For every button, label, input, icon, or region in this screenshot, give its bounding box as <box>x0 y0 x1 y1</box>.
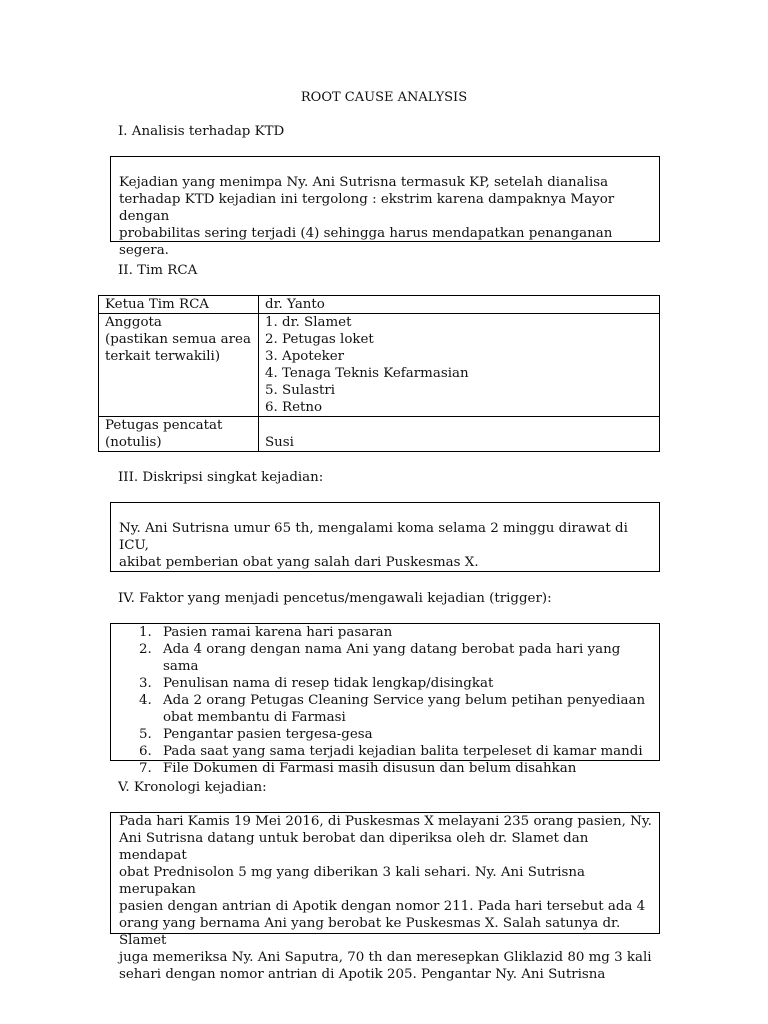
list-item <box>111 641 659 675</box>
chronology-line: juga memeriksa Ny. Ani Saputra, 70 th dan meresepkan Gliklazid 80 mg 3 kali <box>119 950 652 965</box>
chronology-line: Pada hari Kamis 19 Mei 2016, di Puskesmas X melayani 235 orang pasien, Ny. <box>119 814 652 829</box>
member-item: 6. Retno <box>265 400 323 415</box>
chronology-line: Ani Sutrisna datang untuk berobat dan diperiksa oleh dr. Slamet dan mendapat <box>119 831 589 863</box>
list-item-number: 7. <box>139 761 152 776</box>
chronology-line: pasien dengan antrian di Apotik dengan nomor 211. Pada hari tersebut ada 4 <box>119 899 646 914</box>
incident-description-box <box>110 502 660 572</box>
ktd-analysis-box <box>110 156 660 258</box>
list-item <box>111 726 659 743</box>
list-item-text: obat membantu di Farmasi <box>163 710 346 725</box>
anggota-label-line: (pastikan semua area <box>105 332 251 347</box>
list-item-text: Ada 2 orang Petugas Cleaning Service yang belum petihan penyediaan <box>163 693 646 708</box>
chronology-line: orang yang bernama Ani yang berobat ke Puskesmas X. Salah satunya dr. Slamet <box>119 916 621 948</box>
list-item-text: Pengantar pasien tergesa-gesa <box>163 727 373 742</box>
rca-team-table <box>98 295 660 452</box>
list-item <box>111 624 659 641</box>
list-item-number: 5. <box>139 727 152 742</box>
list-item-number: 2. <box>139 642 152 657</box>
ketua-value: dr. Yanto <box>259 296 660 314</box>
trigger-list <box>111 624 659 777</box>
list-item-number: 4. <box>139 693 152 708</box>
ktd-analysis-line: probabilitas sering terjadi (4) sehingga harus mendapatkan penanganan segera. <box>119 226 613 258</box>
incident-description-line: akibat pemberian obat yang salah dari Puskesmas X. <box>119 555 479 570</box>
list-item <box>111 743 659 760</box>
anggota-label-line: Anggota <box>105 315 162 330</box>
member-item: 1. dr. Slamet <box>265 315 352 330</box>
member-item: 5. Sulastri <box>265 383 336 398</box>
member-item: 3. Apoteker <box>265 349 345 364</box>
list-item-number: 1. <box>139 625 152 640</box>
section-2-heading: II. Tim RCA <box>118 263 198 278</box>
list-item-number: 6. <box>139 744 152 759</box>
member-item: 2. Petugas loket <box>265 332 374 347</box>
notulis-label <box>99 417 259 452</box>
list-item-text: Penulisan nama di resep tidak lengkap/disingkat <box>163 676 494 691</box>
list-item <box>111 675 659 692</box>
member-item: 4. Tenaga Teknis Kefarmasian <box>265 366 469 381</box>
trigger-factors-box <box>110 623 660 776</box>
list-item-text: Pasien ramai karena hari pasaran <box>163 625 393 640</box>
ktd-analysis-line: terhadap KTD kejadian ini tergolong : ekstrim karena dampaknya Mayor dengan <box>119 192 615 224</box>
document-title: ROOT CAUSE ANALYSIS <box>300 90 468 105</box>
anggota-label <box>99 314 259 417</box>
notulis-label-line: Petugas pencatat <box>105 418 223 433</box>
ketua-label: Ketua Tim RCA <box>99 296 259 314</box>
list-item <box>111 692 659 726</box>
list-item-text: File Dokumen di Farmasi masih disusun dan belum disahkan <box>163 761 577 776</box>
anggota-label-line: terkait terwakili) <box>105 349 221 364</box>
notulis-value-text: Susi <box>265 435 294 450</box>
notulis-value <box>259 417 660 452</box>
table-row <box>99 417 660 452</box>
members-list <box>259 314 660 417</box>
list-item-number: 3. <box>139 676 152 691</box>
chronology-box <box>110 812 660 982</box>
list-item-text: Ada 4 orang dengan nama Ani yang datang berobat pada hari yang sama <box>163 642 621 674</box>
ktd-analysis-line: Kejadian yang menimpa Ny. Ani Sutrisna termasuk KP, setelah dianalisa <box>119 175 609 190</box>
notulis-label-line: (notulis) <box>105 435 162 450</box>
table-row <box>99 314 660 417</box>
section-1-heading: I. Analisis terhadap KTD <box>118 124 285 139</box>
table-row <box>99 296 660 314</box>
list-item <box>111 760 659 777</box>
incident-description-line: Ny. Ani Sutrisna umur 65 th, mengalami koma selama 2 minggu dirawat di ICU, <box>119 521 628 553</box>
section-4-heading: IV. Faktor yang menjadi pencetus/mengawali kejadian (trigger): <box>118 591 552 606</box>
section-3-heading: III. Diskripsi singkat kejadian: <box>118 470 324 485</box>
section-5-heading: V. Kronologi kejadian: <box>118 780 267 795</box>
list-item-text: Pada saat yang sama terjadi kejadian balita terpeleset di kamar mandi <box>163 744 643 759</box>
chronology-line: sehari dengan nomor antrian di Apotik 205. Pengantar Ny. Ani Sutrisna <box>119 967 606 982</box>
chronology-line: obat Prednisolon 5 mg yang diberikan 3 kali sehari. Ny. Ani Sutrisna merupakan <box>119 865 586 897</box>
